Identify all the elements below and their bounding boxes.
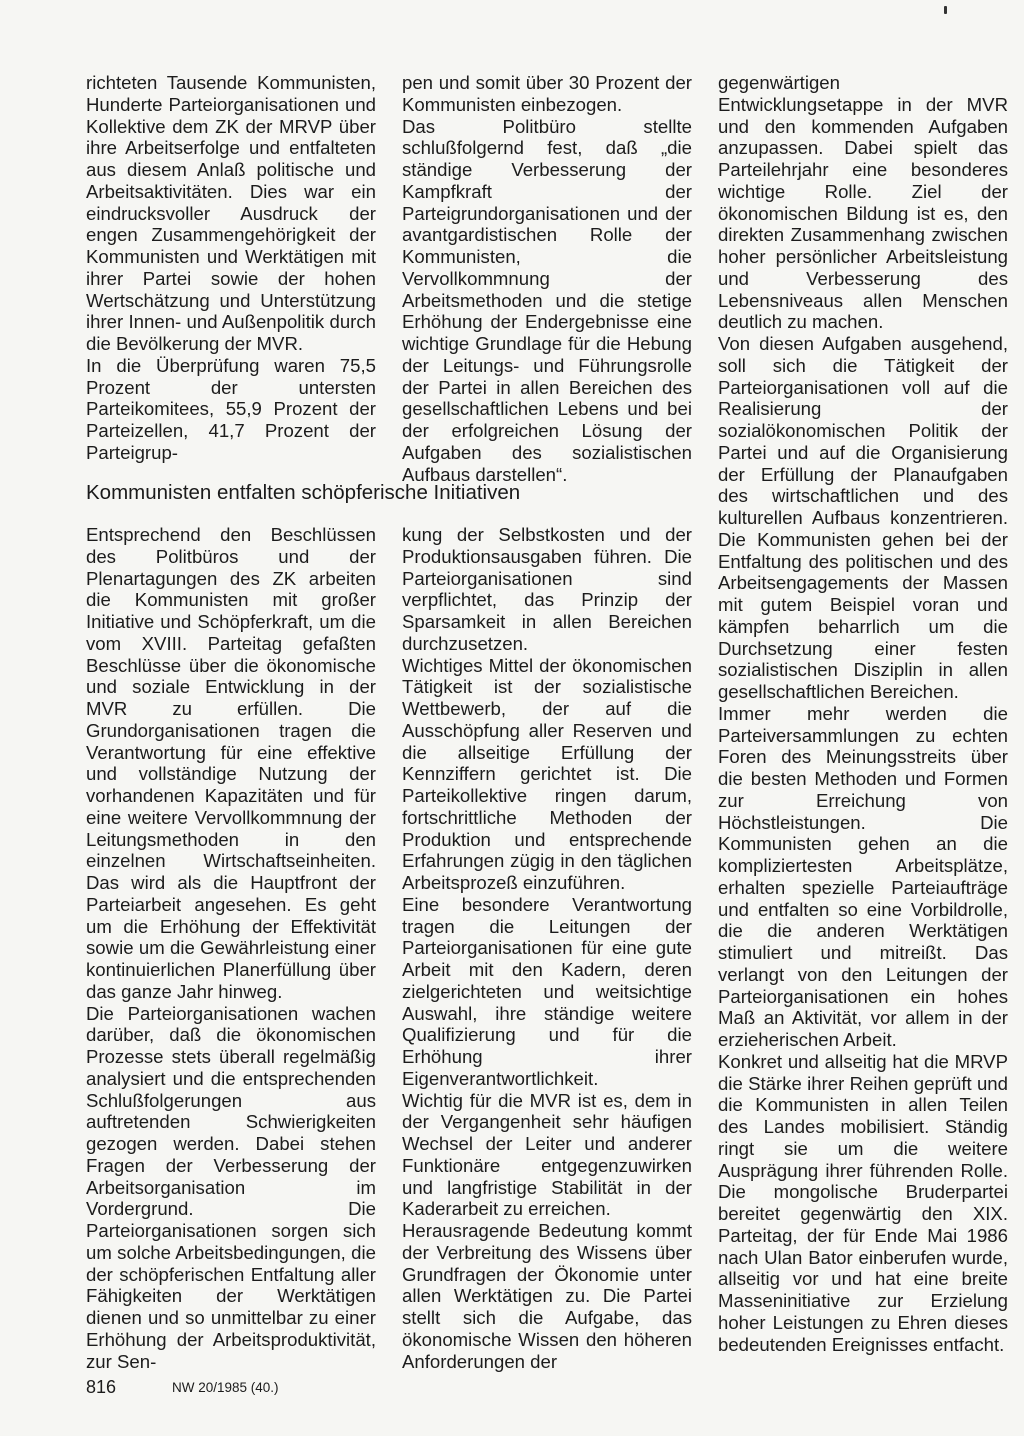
page-footer: [0, 1376, 600, 1400]
section-heading: Kommunisten entfalten schöpferische Initiativen: [86, 481, 521, 504]
paragraph: In die Überprüfung waren 75,5 Prozent der untersten Parteikomitees, 55,9 Prozent der Parteizellen, 41,7 Prozent der Parteigrup-: [86, 354, 376, 463]
column-right: [718, 72, 1008, 1355]
paragraph: Entsprechend den Beschlüssen des Politbüros und der Plenartagungen des ZK arbeiten die Kommunisten mit großer Initiative und Schöpferkraft, um die vom XVIII. Parteitag gefaßten Beschlüsse über die ökonomische und soziale Entwicklung in der MVR zu erfüllen. Die Grundorganisationen tragen die Verantwortung für eine effektive und vollständige Nutzung der vorhandenen Kapazitäten und für eine weitere Vervollkommnung der Leitungsmethoden in den einzelnen Wirtschaftseinheiten. Das wird als die Hauptfront der Parteiarbeit angesehen. Es geht um die Erhöhung der Effektivität sowie um die Gewährleistung einer kontinuierlichen Planerfüllung über das ganze Jahr hinweg.: [86, 524, 376, 1002]
paragraph: Das Politbüro stellte schlußfolgernd fest, daß „die ständige Verbesserung der Kampfkraft der Parteigrundorganisationen und der avantgardistischen Rolle der Kommunisten, die Vervollkommnung der Arbeitsmethoden und die stetige Erhöhung der Endergebnisse eine wichtige Grundlage für die Hebung der Leitungs- und Führungsrolle der Partei in allen Bereichen des gesellschaftlichen Lebens und bei der erfolgreichen Lösung der Aufgaben des sozialistischen Aufbaus darstellen“.: [402, 115, 692, 485]
paragraph: Die Parteiorganisationen wachen darüber, daß die ökonomischen Prozesse stets überall regelmäßig analysiert und die entsprechenden Schlußfolgerungen aus auftretenden Schwierigkeiten gezogen werden. Dabei stehen Fragen der Verbesserung der Arbeitsorganisation im Vordergrund. Die Parteiorganisationen sorgen sich um solche Arbeitsbedingungen, die der schöpferischen Entfaltung aller Fähigkeiten der Werktätigen dienen und so unmittelbar zu einer Erhöhung der Arbeitsproduktivität, zur Sen-: [86, 1002, 376, 1372]
column-left-top: [86, 72, 376, 464]
paragraph: Herausragende Bedeutung kommt der Verbreitung des Wissens über Grundfragen der Ökonomie unter allen Werktätigen zu. Die Partei stellt sich die Aufgabe, das ökonomische Wissen den höheren Anforderungen der: [402, 1220, 692, 1372]
column-middle-bottom: [402, 524, 692, 1372]
paragraph: Immer mehr werden die Parteiversammlungen zu echten Foren des Meinungsstreits über die besten Methoden und Formen zur Erreichung von Höchstleistungen. Die Kommunisten gehen an die kompliziertesten Arbeitsplätze, erhalten spezielle Parteiaufträge und entfalten so eine Vorbildrolle, die die anderen Werktätigen stimuliert und mitreißt. Das verlangt von den Leitungen der Parteiorganisationen ein hohes Maß an Aktivität, vor allem in der erzieherischen Arbeit.: [718, 702, 1008, 1050]
paragraph: pen und somit über 30 Prozent der Kommunisten einbezogen.: [402, 72, 692, 115]
page-number: 816: [86, 1377, 117, 1397]
paragraph: Konkret und allseitig hat die MRVP die Stärke ihrer Reihen geprüft und die Kommunisten in allen Teilen des Landes mobilisiert. Ständig ringt sie um die weitere Ausprägung ihrer führenden Rolle. Die mongolische Bruderpartei bereitet gegenwärtig den XIX. Parteitag, der für Ende Mai 1986 nach Ulan Bator einberufen wurde, allseitig vor und hat eine breite Masseninitiative zur Erzielung hoher Leistungen zu Ehren dieses bedeutenden Ereignisses entfacht.: [718, 1050, 1008, 1355]
paragraph: gegenwärtigen Entwicklungsetappe in der MVR und den kommenden Aufgaben anzupassen. Dabei spielt das Parteilehrjahr eine besonderes wichtige Rolle. Ziel der ökonomischen Bildung ist es, den direkten Zusammenhang zwischen hoher persönlicher Arbeitsleistung und Verbesserung des Lebensniveaus allen Menschen deutlich zu machen.: [718, 72, 1008, 333]
column-middle-top: [402, 72, 692, 485]
paragraph: Eine besondere Verantwortung tragen die Leitungen der Parteiorganisationen für eine gute Arbeit mit den Kadern, deren zielgerichteten und weitsichtige Auswahl, ihre ständige weitere Qualifizierung und für die Erhöhung ihrer Eigenverantwortlichkeit.: [402, 893, 692, 1089]
paragraph: richteten Tausende Kommunisten, Hunderte Parteiorganisationen und Kollektive dem ZK der MRVP über ihre Arbeitserfolge und entfalteten aus diesem Anlaß politische und Arbeitsaktivitäten. Dies war ein eindrucksvoller Ausdruck der engen Zusammengehörigkeit der Kommunisten und Werktätigen mit ihrer Partei sowie der hohen Wertschätzung und Unterstützung ihrer Innen- und Außenpolitik durch die Bevölkerung der MVR.: [86, 72, 376, 354]
paragraph: Wichtig für die MVR ist es, dem in der Vergangenheit sehr häufigen Wechsel der Leiter und anderer Funktionäre entgegenzuwirken und langfristige Stabilität in der Kaderarbeit zu erreichen.: [402, 1089, 692, 1220]
paragraph: Wichtiges Mittel der ökonomischen Tätigkeit ist der sozialistische Wettbewerb, der auf die Ausschöpfung aller Reserven und die allseitige Erfüllung der Kennziffern gerichtet ist. Die Parteikollektive ringen darum, fortschrittliche Methoden der Produktion und entsprechende Erfahrungen zügig in den täglichen Arbeitsprozeß einzuführen.: [402, 654, 692, 893]
column-left-bottom: [86, 524, 376, 1372]
paragraph: Von diesen Aufgaben ausgehend, soll sich die Tätigkeit der Parteiorganisationen voll auf die Realisierung der sozialökonomischen Politik der Partei und auf die Organisierung der Erfüllung der Planaufgaben des wirtschaftlichen und des kulturellen Aufbaus konzentrieren. Die Kommunisten gehen bei der Entfaltung des politischen und des Arbeitsengagements der Massen mit gutem Beispiel voran und kämpfen beharrlich um die Durchsetzung einer festen sozialistischen Disziplin in allen gesellschaftlichen Bereichen.: [718, 333, 1008, 702]
margin-tick-mark: [944, 6, 947, 14]
issue-reference: NW 20/1985 (40.): [172, 1380, 279, 1395]
paragraph: kung der Selbstkosten und der Produktionsausgaben führen. Die Parteiorganisationen sind verpflichtet, das Prinzip der Sparsamkeit in allen Bereichen durchzusetzen.: [402, 524, 692, 654]
